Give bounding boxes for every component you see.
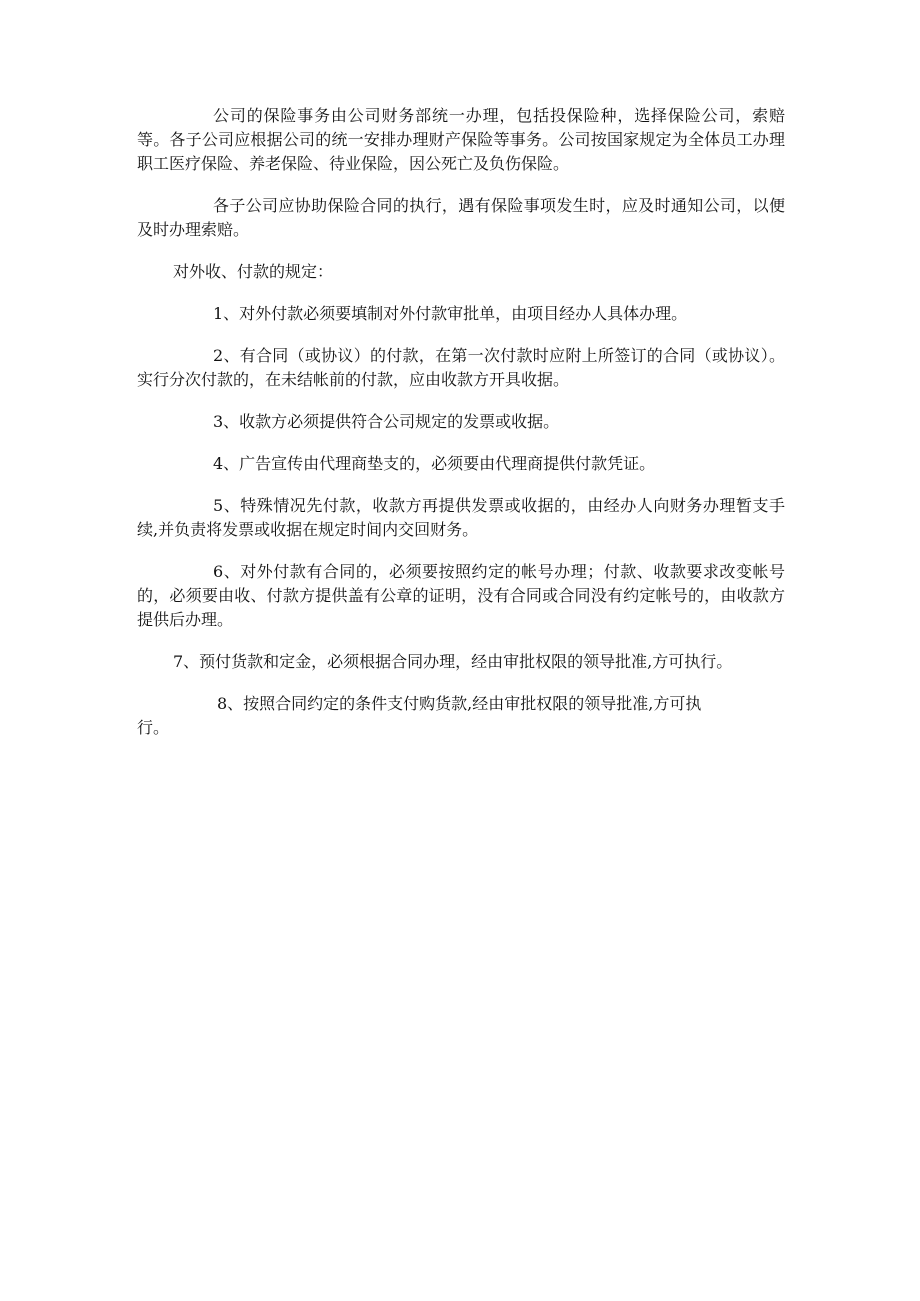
list-item-2: 2、有合同（或协议）的付款，在第一次付款时应附上所签订的合同（或协议）。实行分次付款的，在未结帐前的付款，应由收款方开具收据。	[137, 346, 785, 389]
list-item-1: 1、对外付款必须要填制对外付款审批单，由项目经办人具体办理。	[213, 304, 688, 323]
list-item-8-line1: 8、按照合同约定的条件支付购货款,经由审批权限的领导批准,方可执	[217, 694, 702, 713]
list-item-4: 4、广告宣传由代理商垫支的，必须要由代理商提供付款凭证。	[213, 454, 656, 473]
paragraph-subsidiary: 各子公司应协助保险合同的执行，遇有保险事项发生时，应及时通知公司，以便及时办理索赔。	[137, 196, 785, 239]
paragraph-insurance: 公司的保险事务由公司财务部统一办理，包括投保险种，选择保险公司，索赔等。各子公司应根据公司的统一安排办理财产保险等事务。公司按国家规定为全体员工办理职工医疗保险、养老保险、待业保险，因公死亡及负伤保险。	[137, 106, 785, 173]
document-page	[137, 104, 785, 740]
list-item-5: 5、特殊情况先付款，收款方再提供发票或收据的，由经办人向财务办理暂支手续,并负责将发票或收据在规定时间内交回财务。	[137, 496, 785, 539]
section-heading: 对外收、付款的规定：	[173, 262, 334, 281]
list-item-8	[137, 692, 785, 740]
list-item-3: 3、收款方必须提供符合公司规定的发票或收据。	[213, 412, 560, 431]
list-item-7: 7、预付货款和定金，必须根据合同办理，经由审批权限的领导批准,方可执行。	[173, 652, 733, 671]
list-item-6: 6、对外付款有合同的，必须要按照约定的帐号办理；付款、收款要求改变帐号的，必须要由收、付款方提供盖有公章的证明，没有合同或合同没有约定帐号的，由收款方提供后办理。	[137, 562, 785, 629]
list-item-8-line2: 行。	[137, 718, 170, 737]
